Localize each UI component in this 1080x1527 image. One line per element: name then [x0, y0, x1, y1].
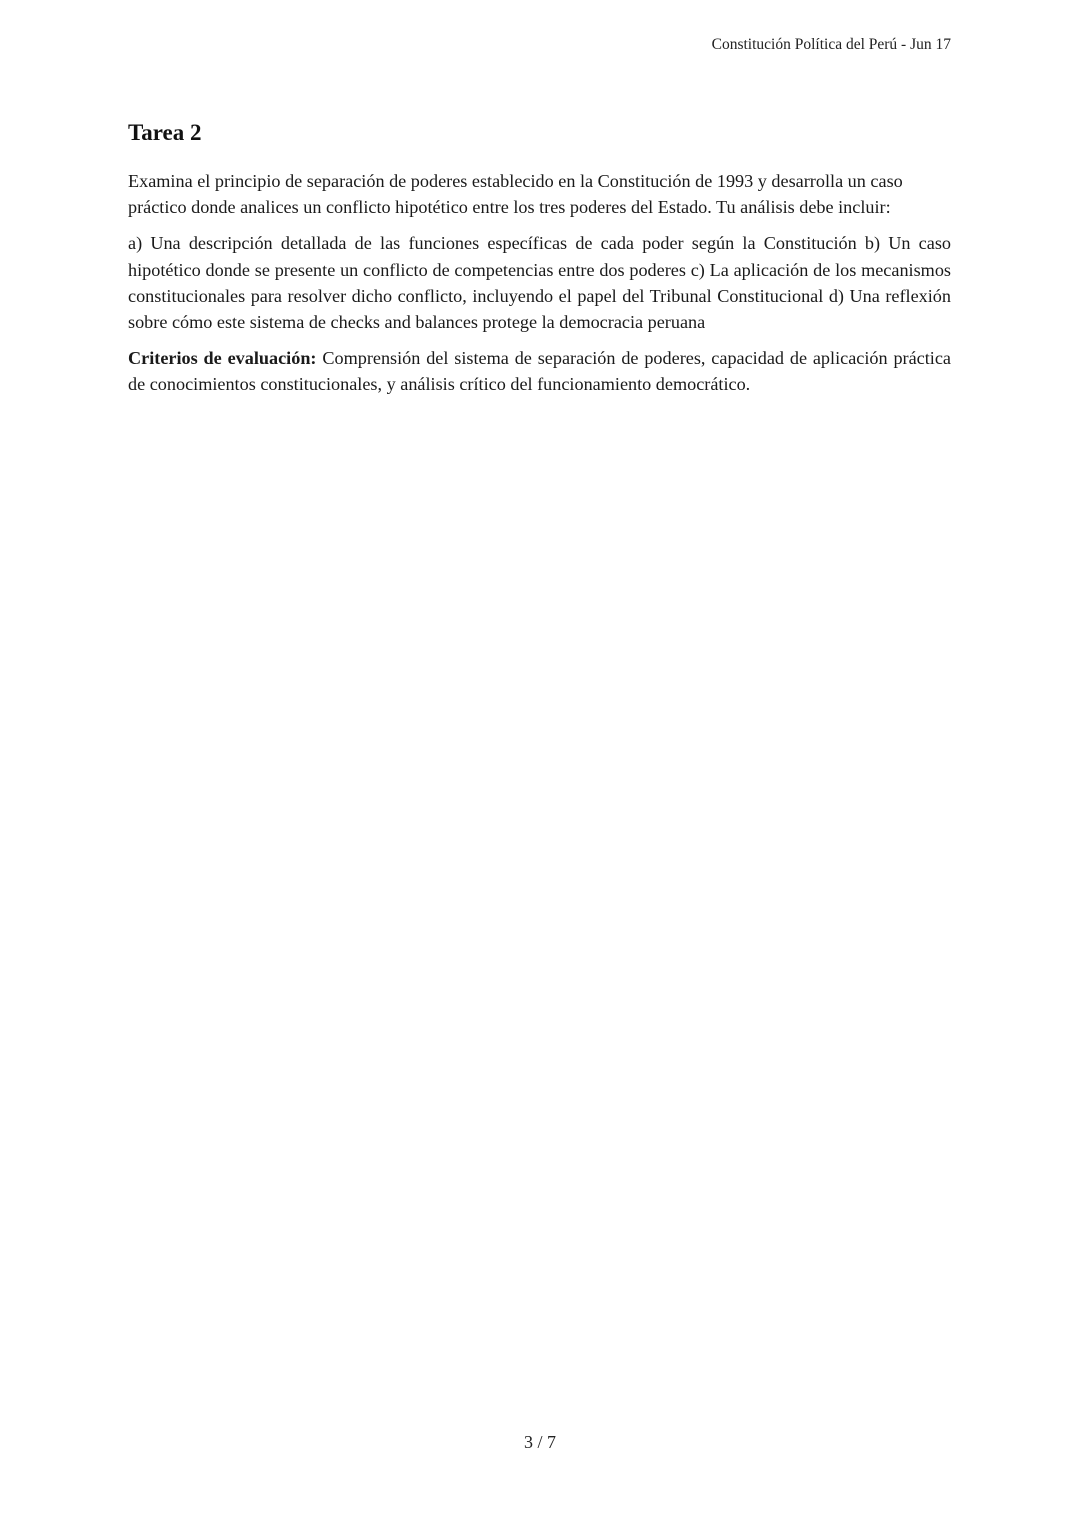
page-header: Constitución Política del Perú - Jun 17: [711, 36, 951, 53]
page-number: 3 / 7: [523, 1432, 556, 1452]
task-title: Tarea 2: [128, 120, 202, 145]
task-requirements-paragraph: a) Una descripción detallada de las funciones específicas de cada poder según la Constitución b) Un caso hipotético donde se presente un conflicto de competencias entre dos poderes c) La aplicación de los mecanismos constitucionales para resolver dicho conflicto, incluyendo el papel del Tribunal Constitucional d) Una reflexión sobre cómo este sistema de checks and balances protege la democracia peruana: [128, 233, 951, 333]
evaluation-criteria-label: Criterios de evaluación:: [128, 348, 317, 369]
evaluation-criteria-paragraph: [128, 345, 951, 397]
evaluation-criteria-text: Comprensión del sistema de separación de poderes, capacidad de aplicación práctica de conocimientos constitucionales, y análisis crítico del funcionamiento democrático.: [128, 348, 951, 395]
page-content: [128, 120, 951, 408]
task-intro-paragraph: Examina el principio de separación de poderes establecido en la Constitución de 1993 y desarrolla un caso práctico donde analices un conflicto hipotético entre los tres poderes del Estado. Tu análisis debe incluir:: [128, 171, 903, 218]
